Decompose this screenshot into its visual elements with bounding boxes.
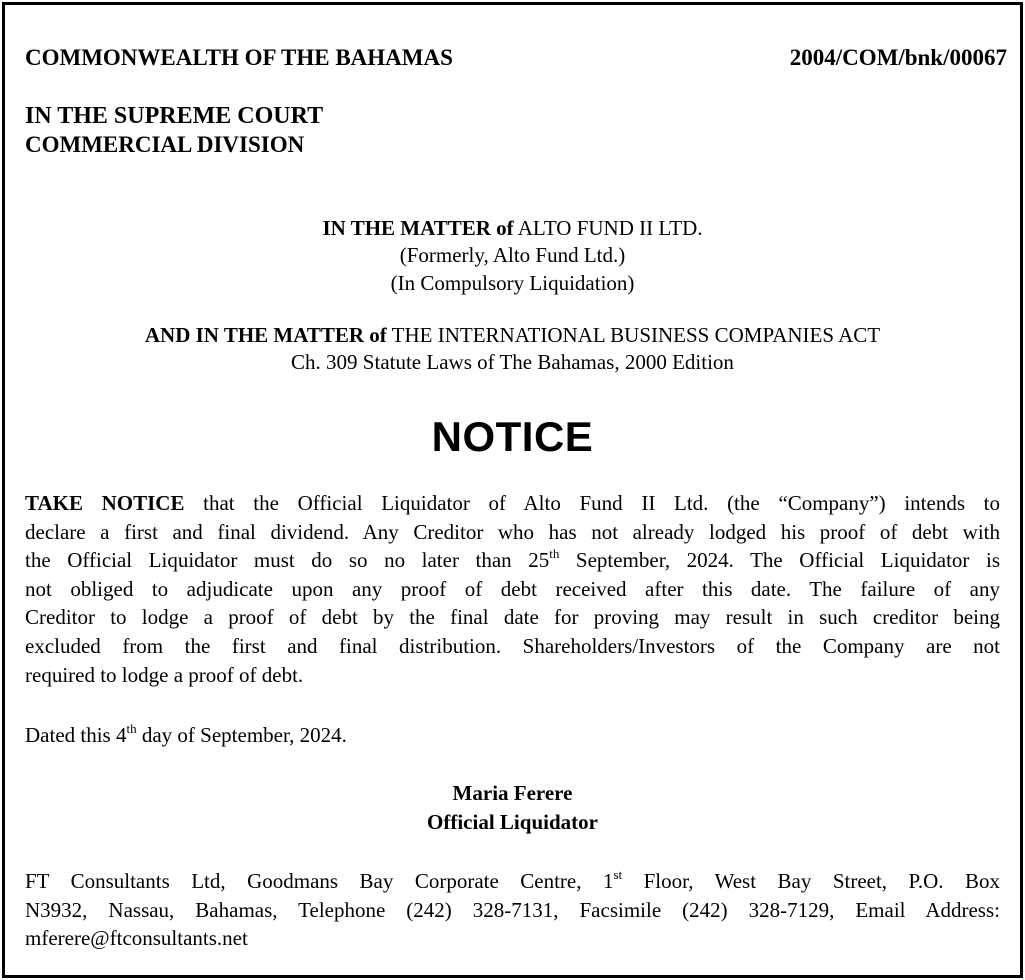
company-name: ALTO FUND II LTD. <box>513 216 703 240</box>
notice-body <box>25 489 1000 689</box>
body-line: declare a first and final dividend. Any Creditor who has not already lodged his proof of debt with <box>25 519 1000 544</box>
formerly-line: (Formerly, Alto Fund Ltd.) <box>399 243 626 267</box>
signatory-name: Maria Ferere <box>452 781 573 805</box>
court-heading: IN THE SUPREME COURT <box>25 103 324 129</box>
legal-notice-document <box>2 2 1023 978</box>
contact-line: FT Consultants Ltd, Goodmans Bay Corporate Centre, 1st Floor, West Bay Street, P.O. Box <box>25 867 1000 893</box>
take-notice-lead: TAKE NOTICE <box>25 491 185 515</box>
signatory-title: Official Liquidator <box>427 810 598 834</box>
act-name: THE INTERNATIONAL BUSINESS COMPANIES ACT <box>386 323 881 347</box>
division-heading: COMMERCIAL DIVISION <box>25 132 305 157</box>
matter-act-lead: AND IN THE MATTER of <box>144 323 387 347</box>
body-line: required to lodge a proof of debt. <box>25 662 304 687</box>
body-line: TAKE NOTICE that the Official Liquidator of Alto Fund II Ltd. (the “Company”) intends to <box>25 491 1000 515</box>
liquidation-status: (In Compulsory Liquidation) <box>390 271 635 295</box>
matter-company-line <box>5 216 1020 241</box>
contact-email: mferere@ftconsultants.net <box>25 926 248 951</box>
body-line: excluded from the first and final distribution. Shareholders/Investors of the Company are not <box>25 633 1000 658</box>
jurisdiction-heading: COMMONWEALTH OF THE BAHAMAS <box>25 45 453 70</box>
matter-act-line <box>5 323 1020 348</box>
body-line: not obliged to adjudicate upon any proof of debt received after this date. The failure of any <box>25 576 1000 601</box>
statute-line: Ch. 309 Statute Laws of The Bahamas, 2000 Edition <box>291 350 734 374</box>
body-line: Creditor to lodge a proof of debt by the final date for proving may result in such creditor being <box>25 605 1000 630</box>
matter-lead: IN THE MATTER of <box>322 216 514 240</box>
body-line: the Official Liquidator must do so no later than 25th September, 2024. The Official Liquidator is <box>25 546 1000 573</box>
contact-line: N3932, Nassau, Bahamas, Telephone (242) 328-7131, Facsimile (242) 328-7129, Email Address: <box>25 897 1000 922</box>
case-number: 2004/COM/bnk/00067 <box>789 45 1007 70</box>
dated-line: Dated this 4th day of September, 2024. <box>25 721 347 747</box>
contact-block <box>25 867 1000 953</box>
notice-title: NOTICE <box>431 413 594 460</box>
